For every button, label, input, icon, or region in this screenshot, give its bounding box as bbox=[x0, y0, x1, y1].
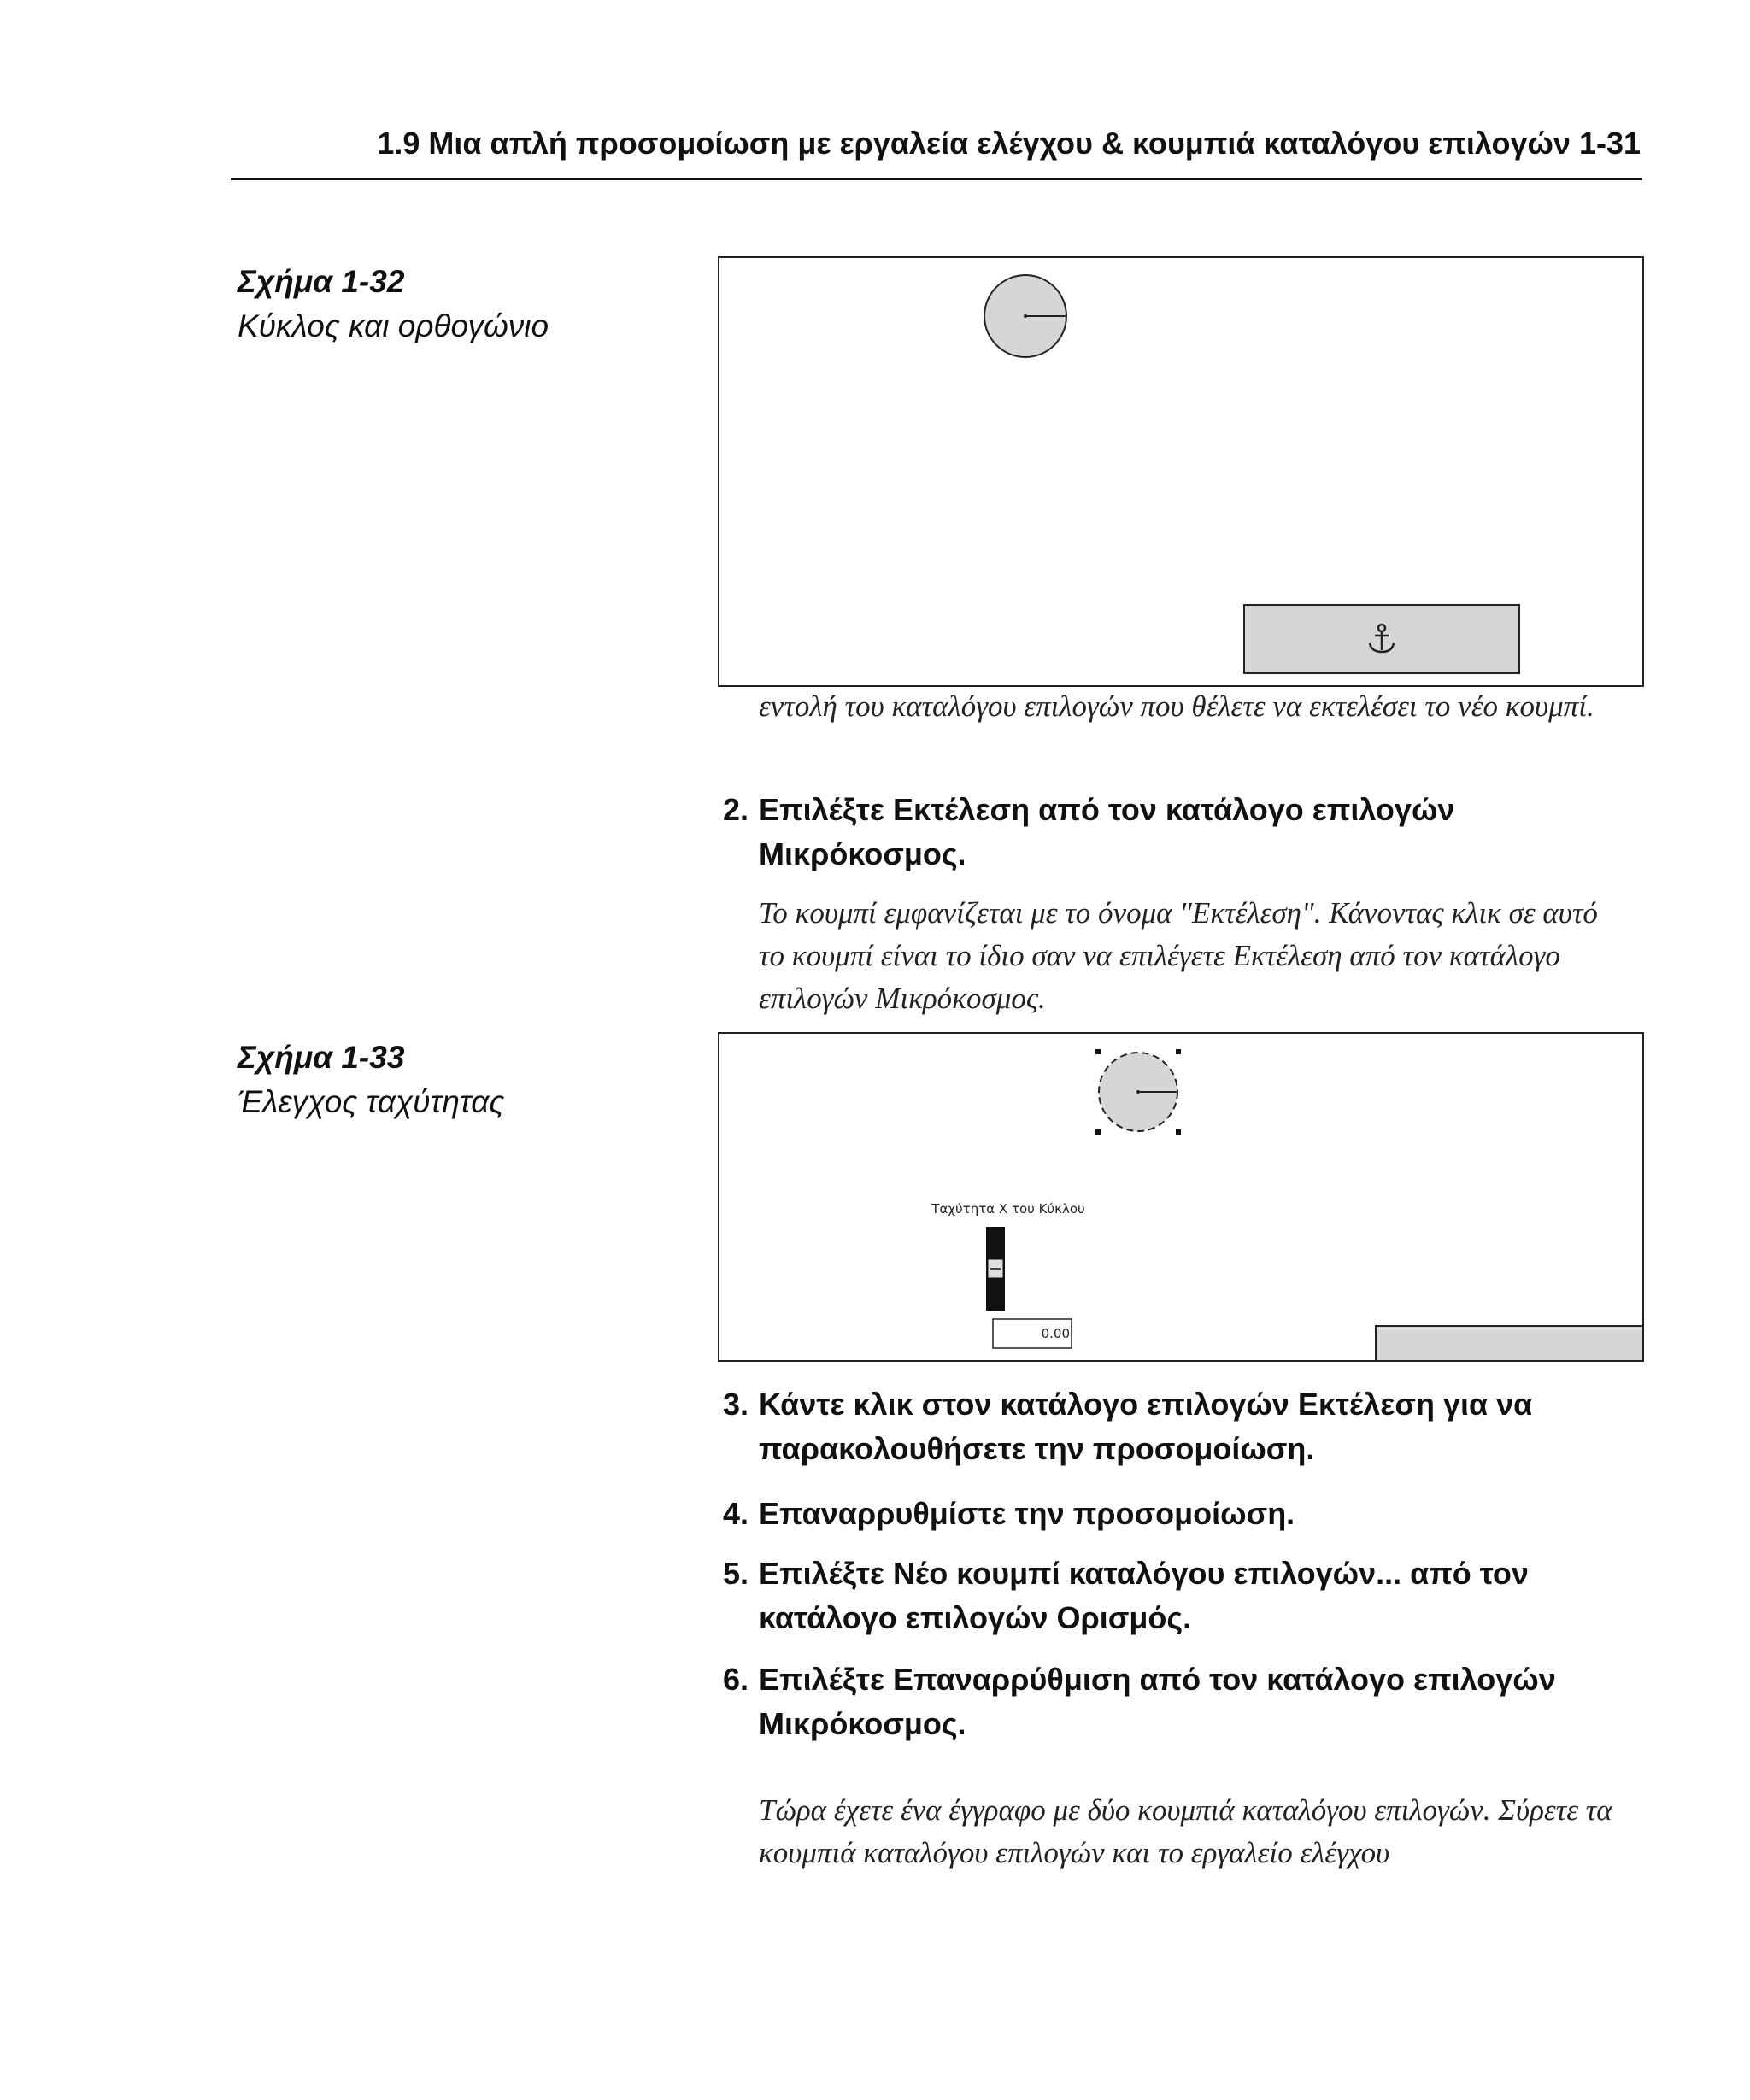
closing-paragraph: Τώρα έχετε ένα έγγραφο με δύο κουμπιά καταλόγου επιλογών. Σύρετε τα κουμπιά καταλόγου επιλογών και το εργαλείο ελέγχου bbox=[759, 1793, 1612, 1869]
step-text: Επιλέξτε Νέο κουμπί καταλόγου επιλογών... από τον κατάλογο επιλογών Ορισμός. bbox=[759, 1556, 1529, 1635]
step-text: Επιλέξτε Εκτέλεση από τον κατάλογο επιλογών Μικρόκοσμος. bbox=[759, 792, 1455, 871]
step-number: 6. bbox=[723, 1662, 749, 1697]
figure-1-32-drawing bbox=[719, 258, 1642, 685]
step-number: 3. bbox=[723, 1387, 749, 1422]
step-4 bbox=[723, 1492, 1629, 1536]
step-5 bbox=[723, 1552, 1629, 1640]
intro-paragraph: εντολή του καταλόγου επιλογών που θέλετε να εκτελέσει το νέο κουμπί. bbox=[759, 689, 1594, 723]
figure-number: Σχήμα 1-32 bbox=[238, 264, 405, 299]
figure-description: Κύκλος και ορθογώνιο bbox=[238, 308, 549, 343]
figure-number: Σχήμα 1-33 bbox=[238, 1040, 405, 1075]
slider-value: 0.00 bbox=[1041, 1326, 1070, 1341]
figure-1-33-drawing bbox=[719, 1034, 1642, 1360]
step-number: 5. bbox=[723, 1556, 749, 1591]
figure-caption-1-33 bbox=[238, 1035, 504, 1124]
slider-label: Ταχύτητα Χ του Κύκλου bbox=[931, 1201, 1085, 1217]
step-text: Κάντε κλικ στον κατάλογο επιλογών Εκτέλεση για να παρακολουθήσετε την προσομοίωση. bbox=[759, 1387, 1533, 1466]
figure-1-33-canvas bbox=[718, 1032, 1644, 1362]
figure-description: Έλεγχος ταχύτητας bbox=[238, 1084, 505, 1119]
step-number: 2. bbox=[723, 792, 749, 827]
circle-shape-selected[interactable] bbox=[1099, 1053, 1177, 1131]
figure-caption-1-32 bbox=[238, 260, 549, 349]
step-2-explanation: Το κουμπί εμφανίζεται με το όνομα "Εκτέλεση". Κάνοντας κλικ σε αυτό το κουμπί είναι το ίδιο σαν να επιλέγετε Εκτέλεση από τον κατάλογο επιλογών Μικρόκοσμος. bbox=[759, 896, 1598, 1015]
step-text: Επιλέξτε Επαναρρύθμιση από τον κατάλογο επιλογών Μικρόκοσμος. bbox=[759, 1662, 1556, 1741]
step-2 bbox=[723, 788, 1629, 877]
header-rule bbox=[231, 178, 1642, 180]
step-text: Επαναρρυθμίστε την προσομοίωση. bbox=[759, 1496, 1295, 1531]
step-3 bbox=[723, 1382, 1629, 1471]
speed-slider-track[interactable] bbox=[986, 1227, 1005, 1311]
figure-1-32-canvas bbox=[718, 256, 1644, 687]
step-number: 4. bbox=[723, 1496, 749, 1531]
circle-shape[interactable] bbox=[984, 275, 1066, 357]
rectangle-button[interactable] bbox=[1376, 1326, 1642, 1360]
step-6 bbox=[723, 1657, 1629, 1746]
running-header: 1.9 Μια απλή προσομοίωση με εργαλεία ελέγχου & κουμπιά καταλόγου επιλογών 1-31 bbox=[377, 126, 1641, 161]
